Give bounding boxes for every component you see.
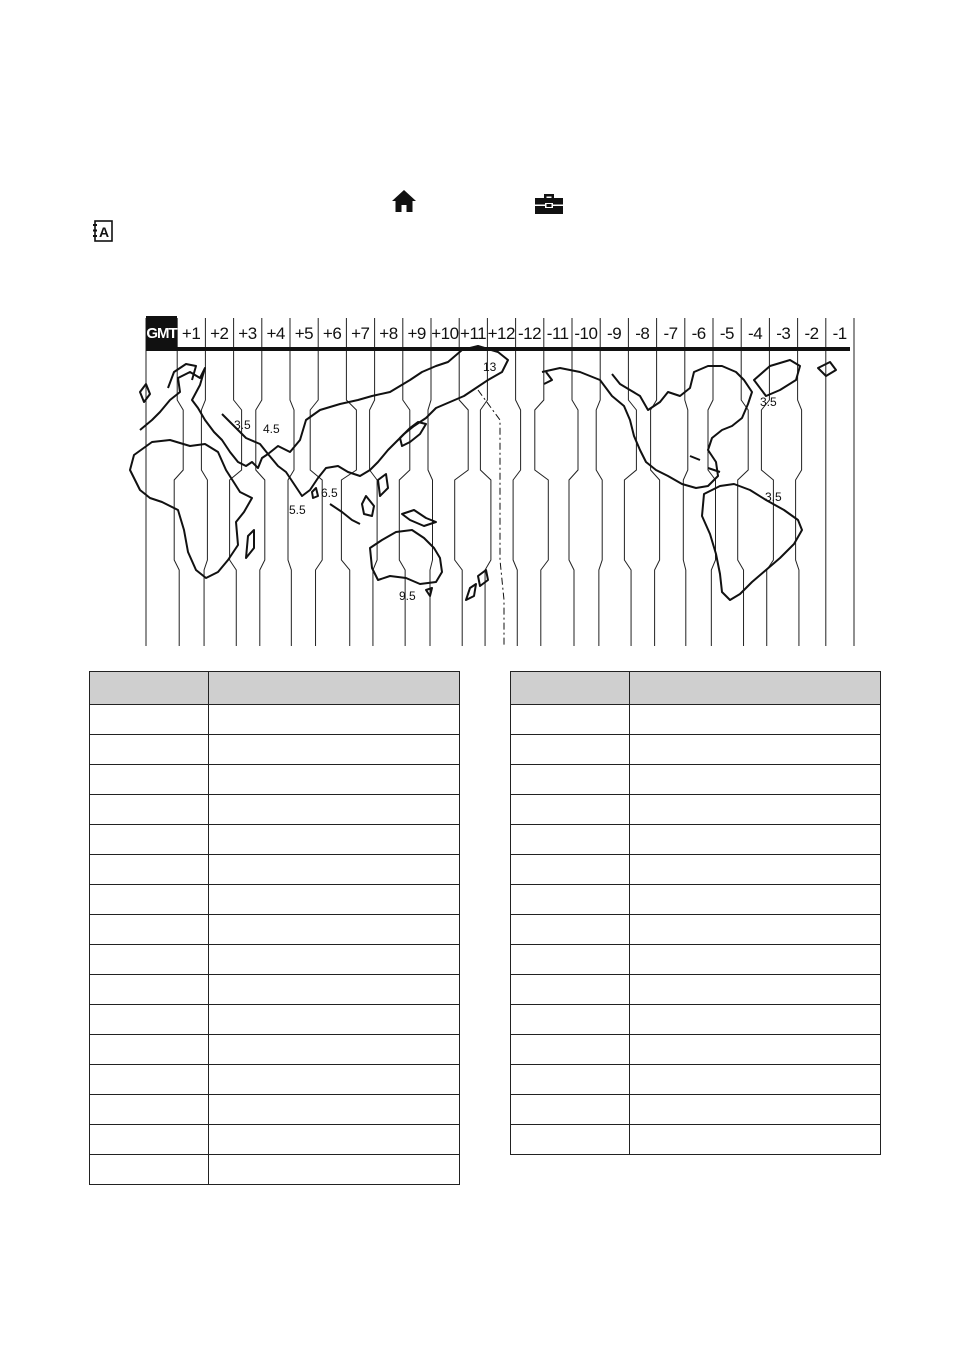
table-header-cell [511,672,630,705]
offset-label: 3.5 [760,395,777,409]
table-cell-city [209,975,460,1005]
zone-divider [230,318,242,646]
table-cell-zone [511,915,630,945]
table-cell-city [209,945,460,975]
table-cell-zone [90,705,209,735]
table-cell-city [630,795,881,825]
table-cell-city [209,735,460,765]
table-cell-zone [511,885,630,915]
table-cell-city [209,1155,460,1185]
table-cell-zone [511,765,630,795]
table-cell-zone [90,1095,209,1125]
table-cell-zone [511,1065,630,1095]
table-cell-city [630,915,881,945]
table-row [511,1005,881,1035]
table-cell-zone [90,795,209,825]
table-cell-city [630,945,881,975]
zone-divider [738,318,749,646]
zone-label: +3 [238,324,257,343]
table-cell-city [630,975,881,1005]
table-header-cell [90,672,209,705]
zone-divider [683,318,688,646]
zone-divider [651,318,660,646]
table-row [90,795,460,825]
table-cell-zone [511,825,630,855]
tasmania-outline [426,588,432,596]
table-row [90,1125,460,1155]
svg-text:A: A [98,224,110,240]
zone-divider [624,318,636,646]
table-header-row [511,672,881,705]
zone-divider [569,318,578,646]
australia-outline [370,530,442,584]
table-cell-city [630,735,881,765]
zone-label: +4 [266,324,285,343]
table-cell-city [209,765,460,795]
zone-label: -3 [776,324,791,343]
indonesia-outline [330,474,388,524]
table-cell-city [630,1005,881,1035]
table-cell-city [209,855,460,885]
zone-label: +1 [181,324,201,343]
table-row [511,1095,881,1125]
zone-label: -9 [607,324,622,343]
zone-label: +2 [210,324,229,343]
table-cell-city [630,825,881,855]
zone-label: -6 [691,324,706,343]
table-cell-zone [511,1095,630,1125]
table-row [511,1065,881,1095]
table-cell-zone [90,1155,209,1185]
table-cell-zone [511,1035,630,1065]
zone-label: -12 [517,324,542,343]
offset-label: 4.5 [263,422,280,436]
table-row [90,1065,460,1095]
table-cell-city [630,705,881,735]
table-cell-city [209,795,460,825]
zone-label: -8 [635,324,650,343]
table-row [90,945,460,975]
zone-divider [596,318,602,646]
table-cell-city [630,1065,881,1095]
offset-label: 3.5 [765,490,782,504]
alaska-outline [544,372,552,384]
table-cell-zone [90,825,209,855]
table-cell-zone [511,1005,630,1035]
zone-divider [370,318,378,646]
zone-label: +6 [322,324,342,343]
table-row [511,735,881,765]
table-row [511,825,881,855]
table-cell-city [209,1095,460,1125]
table-row [511,705,881,735]
table-cell-city [630,1095,881,1125]
zone-divider [341,318,356,646]
table-row [90,705,460,735]
table-cell-city [630,885,881,915]
table-row [511,945,881,975]
africa-outline [130,440,252,578]
table-cell-zone [511,735,630,765]
table-cell-city [209,1065,460,1095]
table-row [90,1005,460,1035]
table-row [90,1035,460,1065]
table-cell-city [630,1035,881,1065]
zone-label: -11 [546,324,569,343]
table-row [511,795,881,825]
sri-lanka-outline [312,488,318,498]
table-cell-zone [90,975,209,1005]
table-cell-zone [90,1035,209,1065]
table-row [511,1125,881,1155]
zone-labels [182,324,847,343]
table-row [511,975,881,1005]
table-cell-zone [90,1125,209,1155]
zone-divider [513,318,521,646]
offset-label: 3.5 [234,418,251,432]
south-america-outline [702,484,802,600]
table-cell-zone [511,975,630,1005]
table-cell-city [209,1125,460,1155]
iceland-outline [818,362,836,376]
table-row [511,855,881,885]
table-row [90,735,460,765]
new-guinea-outline [402,510,436,526]
uk-outline [140,384,150,402]
table-cell-zone [90,855,209,885]
table-cell-zone [511,795,630,825]
greenland-outline [754,360,800,396]
table-row [511,885,881,915]
japan-outline [400,422,426,446]
table-cell-zone [90,885,209,915]
table-cell-city [209,1035,460,1065]
madagascar-outline [246,530,254,558]
table-cell-zone [511,945,630,975]
offset-label: 9.5 [399,589,416,603]
table-header-cell [209,672,460,705]
table-cell-zone [90,1065,209,1095]
zone-label: +9 [407,324,426,343]
table-cell-zone [511,1125,630,1155]
table-cell-city [209,825,460,855]
offset-label: 6.5 [321,486,338,500]
table-row [511,915,881,945]
offset-label: 5.5 [289,503,306,517]
zone-divider [535,318,549,646]
gmt-label: GMT [146,325,177,342]
zone-label: -7 [663,324,678,343]
table-cell-zone [90,765,209,795]
table-cell-zone [90,915,209,945]
world-timezone-map [0,0,954,660]
table-row [511,1035,881,1065]
table-row [511,765,881,795]
zone-label: +12 [487,324,515,343]
zone-label: +5 [294,324,314,343]
table-header-cell [630,672,881,705]
asia-outline [268,346,508,496]
zone-label: +10 [431,324,459,343]
table-cell-zone [511,855,630,885]
zone-label: -10 [574,324,598,343]
offset-label: 13 [483,360,497,374]
table-row [90,825,460,855]
table-cell-city [209,915,460,945]
zone-header-rule [146,347,850,351]
zone-label: +11 [460,324,487,343]
table-cell-city [630,1125,881,1155]
table-row [90,885,460,915]
table-cell-zone [511,705,630,735]
zone-dividers [146,318,854,646]
zone-label: -5 [719,324,734,343]
table-cell-city [630,765,881,795]
zone-label: +7 [351,324,370,343]
table-row [90,1095,460,1125]
timezone-table-right [510,671,881,1155]
table-row [90,1155,460,1185]
table-row [90,915,460,945]
table-cell-city [209,1005,460,1035]
table-row [90,975,460,1005]
table-cell-city [630,855,881,885]
table-cell-city [209,705,460,735]
table-row [90,765,460,795]
table-cell-zone [90,735,209,765]
zone-divider [796,318,802,646]
table-row [90,855,460,885]
table-header-row [90,672,460,705]
zone-label: -2 [804,324,819,343]
timezone-table-left [89,671,460,1185]
zone-label: +8 [379,324,398,343]
north-america-outline [542,366,752,488]
table-cell-zone [90,1005,209,1035]
table-cell-zone [90,945,209,975]
zone-divider [256,318,265,646]
zone-label: -1 [832,324,847,343]
zone-label: -4 [748,324,763,343]
table-cell-city [209,885,460,915]
